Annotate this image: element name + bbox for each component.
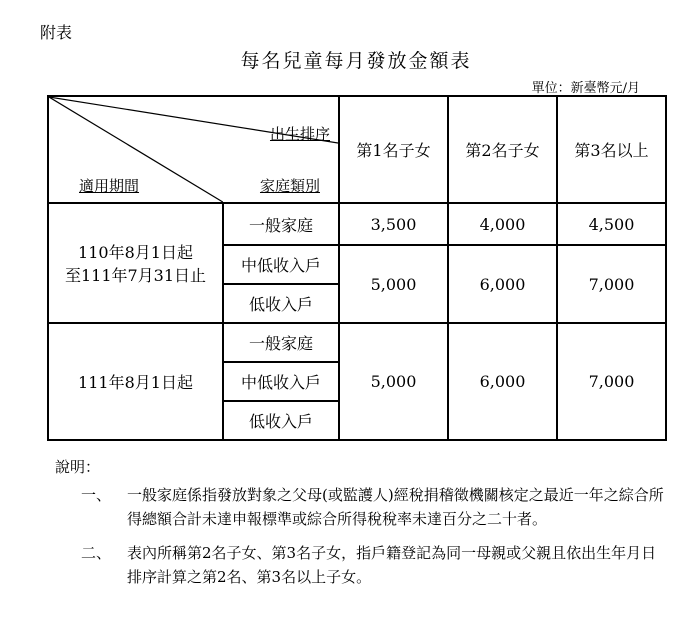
family-type-cell: 一般家庭 <box>223 323 339 362</box>
period2-cell: 111年8月1日起 <box>48 323 223 440</box>
notes-heading: 說明： <box>55 458 101 476</box>
period1-line2: 至111年7月31日止 <box>64 266 207 285</box>
amount-cell: 6,000 <box>448 245 557 323</box>
amount-cell: 6,000 <box>448 323 557 440</box>
family-type-cell: 低收入戶 <box>223 284 339 323</box>
amount-table <box>47 95 667 441</box>
amount-cell: 7,000 <box>557 245 666 323</box>
note-marker: 二、 <box>81 544 112 562</box>
column-header: 第1名子女 <box>339 96 448 203</box>
table-row <box>48 203 666 245</box>
notes-section <box>55 455 670 589</box>
page-title: 每名兒童每月發放金額表 <box>240 50 472 72</box>
period1-cell <box>48 203 223 323</box>
family-type-cell: 一般家庭 <box>223 203 339 245</box>
note-item <box>55 483 670 531</box>
amount-cell: 4,500 <box>557 203 666 245</box>
table-header-row <box>48 96 666 203</box>
header-corner-cell <box>48 96 339 203</box>
amount-cell: 5,000 <box>339 245 448 323</box>
period-label: 適用期間 <box>79 177 140 195</box>
appendix-label: 附表 <box>40 23 73 42</box>
table-row <box>48 323 666 362</box>
family-type-cell: 低收入戶 <box>223 401 339 440</box>
birth-order-label: 出生排序 <box>269 125 330 143</box>
amount-cell: 4,000 <box>448 203 557 245</box>
family-type-label: 家庭類別 <box>259 177 320 195</box>
period1-line1: 110年8月1日起 <box>78 243 193 262</box>
note-text: 一般家庭係指發放對象之父母(或監護人)經稅捐稽徵機關核定之最近一年之綜合所得總額合計未達申報標準或綜合所得稅稅率未達百分之二十者。 <box>127 486 664 528</box>
amount-cell: 3,500 <box>339 203 448 245</box>
note-text: 表內所稱第2名子女、第3名子女，指戶籍登記為同一母親或父親且依出生年月日排序計算之第2名、第3名以上子女。 <box>127 544 657 586</box>
note-marker: 一、 <box>81 486 112 504</box>
note-item <box>55 541 670 589</box>
amount-cell: 7,000 <box>557 323 666 440</box>
family-type-cell: 中低收入戶 <box>223 362 339 401</box>
column-header: 第2名子女 <box>448 96 557 203</box>
unit-label: 單位：新臺幣元/月 <box>531 81 640 96</box>
column-header: 第3名以上 <box>557 96 666 203</box>
amount-cell: 5,000 <box>339 323 448 440</box>
family-type-cell: 中低收入戶 <box>223 245 339 284</box>
